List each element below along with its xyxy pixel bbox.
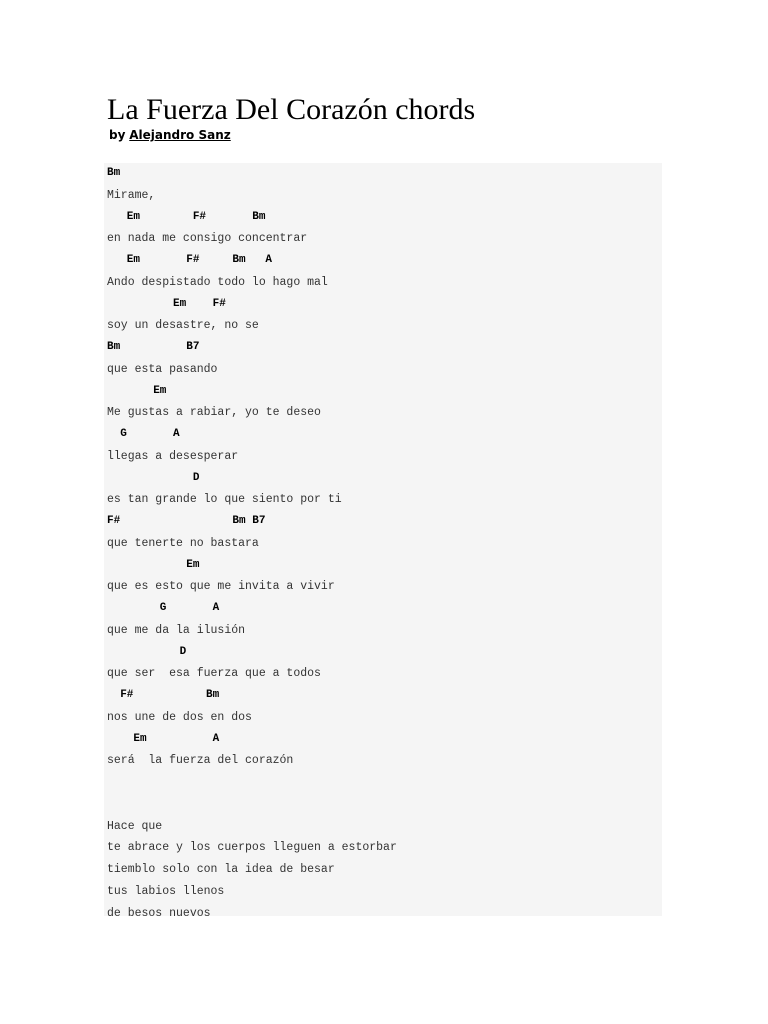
chord-line: Em F# — [107, 297, 226, 310]
lyric-line: tiemblo solo con la idea de besar — [107, 863, 335, 876]
chord-line: F# Bm B7 — [107, 515, 266, 527]
song-title: La Fuerza Del Corazón chords — [107, 93, 476, 126]
lyric-line: que esta pasando — [107, 362, 218, 376]
lyric-line: es tan grande lo que siento por ti — [107, 493, 342, 507]
lyric-line: será la fuerza del corazón — [107, 754, 294, 768]
lyric-line: nos une de dos en dos — [107, 710, 252, 724]
lyric-line: que ser esa fuerza que a todos — [107, 667, 321, 681]
lyric-line: que tenerte no bastara — [107, 536, 259, 550]
chord-line: Em A — [107, 732, 220, 745]
chord-line: Bm — [107, 167, 121, 179]
chord-line: Em — [107, 558, 200, 571]
chord-line: Em F# Bm A — [107, 254, 273, 266]
lyric-line: en nada me consigo concentrar — [107, 232, 308, 246]
chord-line: G A — [107, 602, 220, 614]
lyric-line: Hace que — [107, 819, 163, 833]
chord-line: Em F# Bm — [107, 210, 266, 223]
lyric-line: Me gustas a rabiar, yo te deseo — [107, 406, 321, 420]
lyric-line: llegas a desesperar — [107, 449, 239, 463]
chord-line: G A — [107, 428, 180, 440]
blank-line — [107, 772, 397, 794]
lyric-line: tus labios llenos — [107, 884, 225, 898]
chord-line: Bm B7 — [107, 341, 200, 353]
lyric-line: Ando despistado todo lo hago mal — [107, 275, 328, 289]
blank-line — [107, 794, 397, 816]
byline — [109, 126, 231, 144]
chord-sheet-lines — [107, 163, 397, 916]
artist-link[interactable]: Alejandro Sanz — [129, 128, 231, 142]
lyric-line: que me da la ilusión — [107, 623, 246, 637]
lyric-line: soy un desastre, no se — [107, 319, 259, 333]
chord-line: D — [107, 471, 200, 484]
lyric-line: Mirame, — [107, 188, 156, 202]
chord-sheet — [104, 163, 662, 916]
by-label: by — [109, 128, 126, 142]
lyric-line: de besos nuevos — [107, 906, 211, 916]
chord-line: D — [107, 645, 187, 658]
chord-line: Em — [107, 384, 167, 397]
chord-line: F# Bm — [107, 689, 220, 701]
lyric-line: que es esto que me invita a vivir — [107, 580, 335, 594]
lyric-line: te abrace y los cuerpos lleguen a estorbar — [107, 841, 397, 855]
